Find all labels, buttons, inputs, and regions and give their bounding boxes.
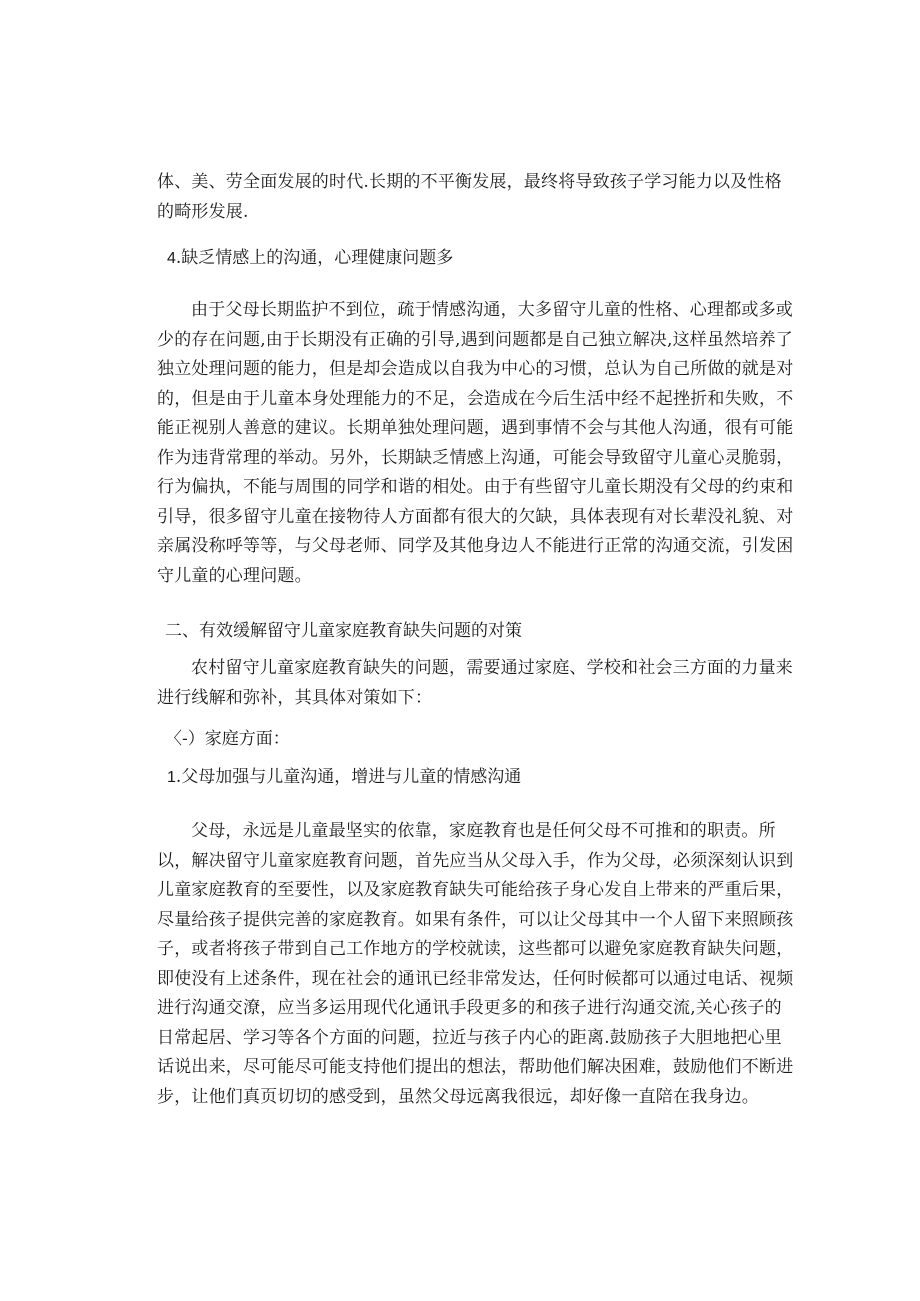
heading-1-number: 1 — [167, 769, 176, 786]
intro-paragraph-text: 体、美、劳全面发展的时代.长期的不平衡发展，最终将导致孩子学习能力以及性格的畸形发展. — [157, 172, 782, 222]
section-2-heading-text: 二、有效缓解留守儿童家庭教育缺失问题的对策 — [165, 621, 522, 641]
heading-4-text: .缺乏情感上的沟通，心理健康问题多 — [175, 248, 454, 268]
family-heading-text: 〈-）家庭方面： — [165, 729, 290, 749]
section-2-heading — [165, 617, 805, 647]
section-2-paragraph-text: 农村留守儿童家庭教育缺失的问题，需要通过家庭、学校和社会三方面的力量来进行线解和弥补，其具体对策如下： — [157, 658, 793, 708]
section-2-paragraph — [157, 654, 797, 713]
heading-4-number: 4 — [167, 250, 176, 267]
family-heading — [165, 725, 805, 755]
heading-1 — [167, 763, 807, 793]
paragraph-emotional-communication — [157, 296, 797, 591]
heading-4 — [167, 244, 807, 274]
paragraph-parents-communication-text: 父母，永远是儿童最坚实的依靠，家庭教育也是任何父母不可推和的职责。所以，解决留守儿童家庭教育问题，首先应当从父母入手，作为父母，必须深刻认识到儿童家庭教育的至要性，以及家庭教育缺失可能给孩子身心发自上带来的严重后果，尽量给孩子提供完善的家庭教育。如果有条件，可以让父母其中一个人留下来照顾孩子，或者将孩子带到自己工作地方的学校就读，这些都可以避免家庭教育缺失问题，即使没有上述条件，现在社会的通讯已经非常发达，任何时候都可以通过电话、视频进行沟通交潦，应当多运用现代化通讯手段更多的和孩子进行沟通交流,关心孩子的日常起居、学习等各个方面的问题，拉近与孩子内心的距离.鼓励孩子大胆地把心里话说出来，尽可能尽可能支持他们提出的想法，帮助他们解决困难，鼓励他们不断进步，让他们真页切切的感受到，虽然父母远离我很远，却好像一直陪在我身边。 — [157, 821, 794, 1107]
intro-paragraph — [157, 168, 797, 227]
heading-1-text: .父母加强与儿童沟通，增进与儿童的情感沟通 — [175, 767, 522, 787]
paragraph-emotional-communication-text: 由于父母长期监护不到位，疏于情感沟通，大多留守儿童的性格、心理都或多或少的存在问题,由于长期没有正确的引导,遇到问题都是自己独立解决,这样虽然培养了独立处理问题的能力，但是却会造成以自我为中心的习惯，总认为自己所做的就是对的，但是由于儿童本身处理能力的不足，会造成在今后生活中经不起挫折和失败，不能正视别人善意的建议。长期单独处理问题，遇到事情不会与其他人沟通，很有可能作为违背常理的举动。另外，长期缺乏情感上沟通，可能会导致留守儿童心灵脆弱，行为偏执，不能与周围的同学和谐的相处。由于有些留守儿童长期没有父母的约束和引导，很多留守儿童在接物待人方面都有很大的欠缺，具体表现有对长辈没礼貌、对亲属没称呼等等，与父母老师、同学及其他身边人不能进行正常的沟通交流，引发困守儿童的心理问题。 — [157, 300, 794, 586]
paragraph-parents-communication — [157, 817, 797, 1112]
